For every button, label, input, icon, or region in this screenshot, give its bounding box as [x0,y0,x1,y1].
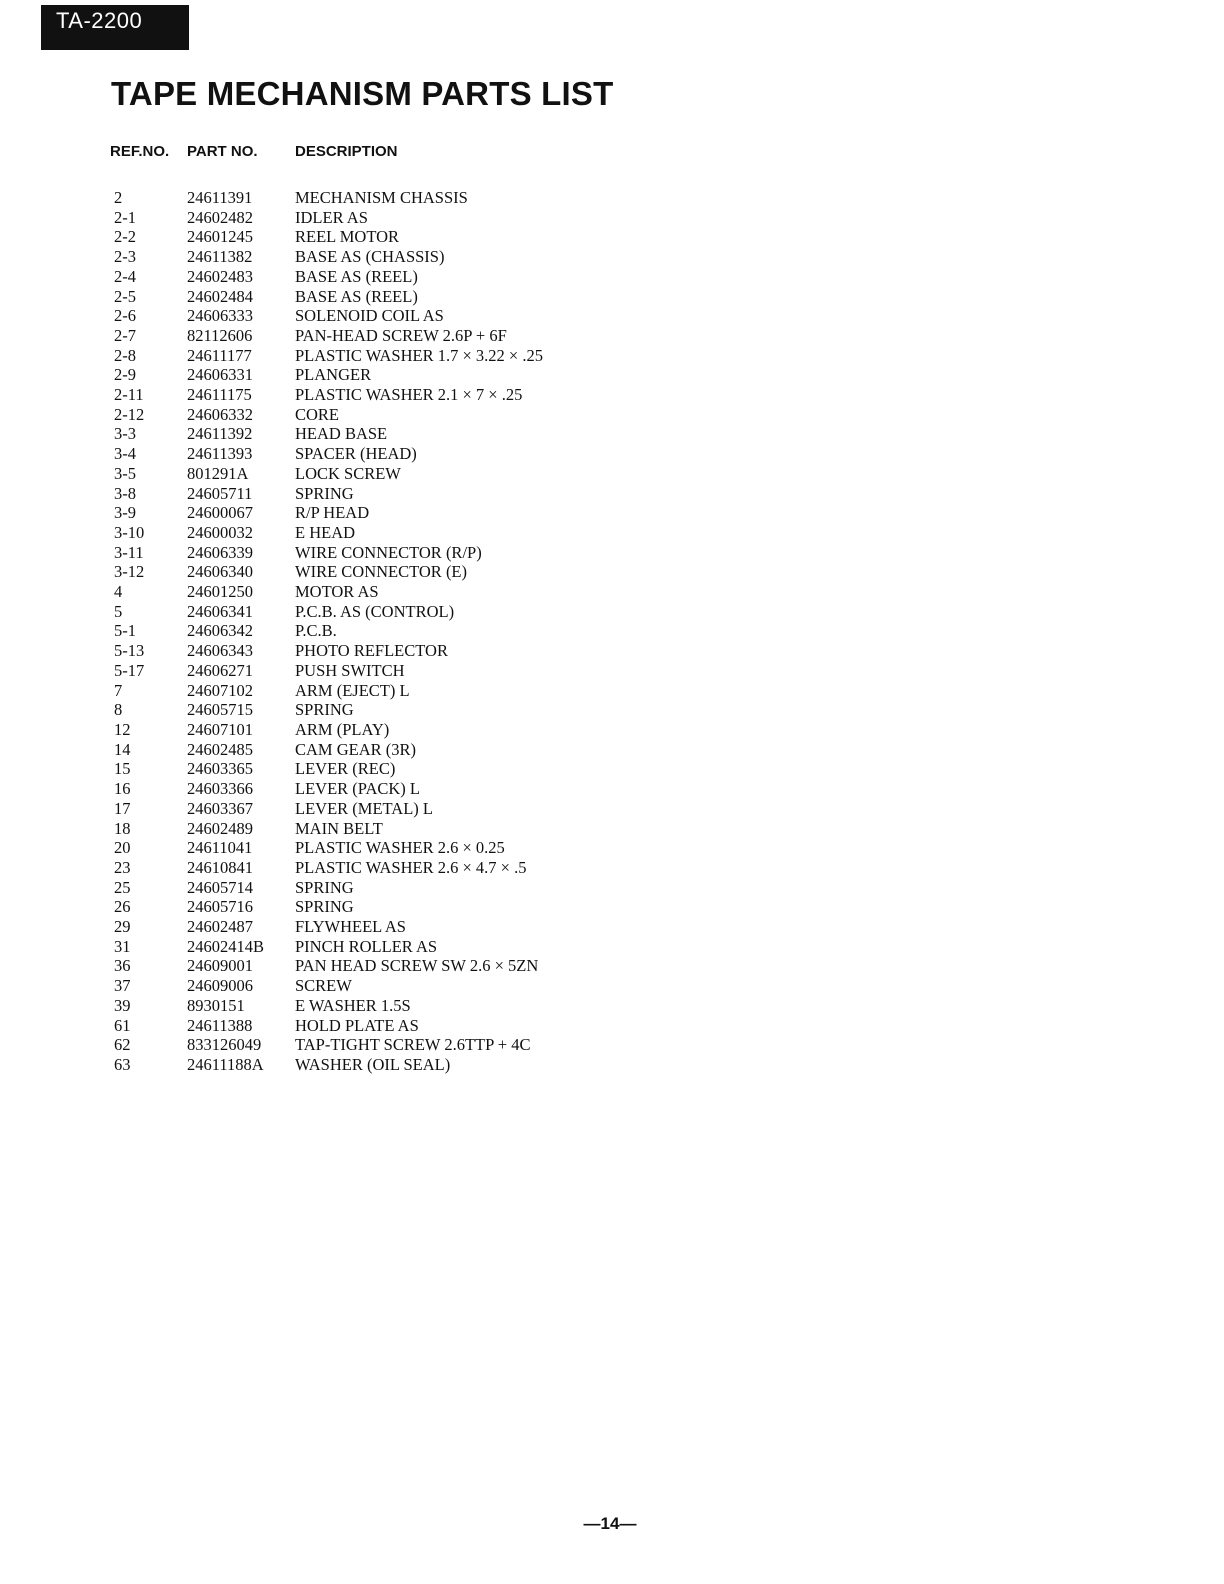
part-no-cell: 24606333 [187,306,253,326]
description-cell: WIRE CONNECTOR (R/P) [295,542,482,562]
ref-no-cell: 62 [114,1035,131,1055]
part-no-cell: 24606331 [187,365,253,385]
table-row [110,720,625,740]
ref-no-cell: 2-3 [114,247,136,267]
part-no-cell: 24611388 [187,1015,253,1035]
table-row [110,858,625,878]
description-cell: MAIN BELT [295,818,383,838]
description-cell: LOCK SCREW [295,463,401,483]
ref-no-cell: 2-1 [114,207,136,227]
table-row [110,306,625,326]
ref-no-cell: 3-10 [114,522,145,542]
ref-no-cell: 2 [114,188,123,207]
part-no-cell: 24606271 [187,660,253,680]
part-no-cell: 24611188A [187,1054,264,1074]
ref-no-cell: 5-13 [114,641,145,661]
table-row [110,897,625,917]
ref-no-cell: 5-1 [114,621,136,641]
part-no-cell: 24602489 [187,818,253,838]
description-cell: PAN-HEAD SCREW 2.6P + 6F [295,325,507,345]
part-no-cell: 24607102 [187,680,253,700]
table-row [110,208,625,228]
ref-no-cell: 4 [114,582,123,602]
description-cell: TAP-TIGHT SCREW 2.6TTP + 4C [295,1035,531,1055]
description-cell: ARM (PLAY) [295,719,390,739]
description-cell: E HEAD [295,522,356,542]
ref-no-cell: 3-3 [114,424,136,444]
description-cell: PLASTIC WASHER 2.1 × 7 × .25 [295,385,523,405]
table-row [110,602,625,622]
part-no-cell: 24600032 [187,522,253,542]
ref-no-cell: 63 [114,1054,131,1074]
part-no-cell: 24603366 [187,779,253,799]
parts-table [110,140,625,1075]
description-cell: SPRING [295,483,354,503]
ref-no-cell: 5-17 [114,660,145,680]
description-cell: BASE AS (REEL) [295,286,418,306]
table-row [110,424,625,444]
ref-no-cell: 31 [114,936,131,956]
spacer-row [110,162,625,188]
description-cell: SPRING [295,877,354,897]
description-cell: HOLD PLATE AS [295,1015,419,1035]
description-cell: P.C.B. AS (CONTROL) [295,601,455,621]
description-cell: SPRING [295,700,354,720]
description-cell: PUSH SWITCH [295,660,405,680]
table-row [110,385,625,405]
ref-no-cell: 26 [114,897,131,917]
ref-no-cell: 20 [114,838,131,858]
ref-no-cell: 2-5 [114,286,136,306]
part-no-cell: 24600067 [187,503,253,523]
table-row [110,464,625,484]
table-row [110,799,625,819]
ref-no-cell: 2-12 [114,404,145,424]
description-cell: WASHER (OIL SEAL) [295,1054,451,1074]
part-no-cell: 801291A [187,463,249,483]
part-no-cell: 24611177 [187,345,252,365]
description-cell: SOLENOID COIL AS [295,306,444,326]
table-row [110,1055,625,1075]
table-row [110,247,625,267]
table-row [110,287,625,307]
part-no-cell: 24606332 [187,404,253,424]
table-row [110,759,625,779]
description-cell: PINCH ROLLER AS [295,936,438,956]
description-cell: LEVER (PACK) L [295,779,420,799]
table-row [110,937,625,957]
table-row [110,838,625,858]
ref-no-cell: 15 [114,759,131,779]
table-row [110,641,625,661]
header-spacer [110,162,625,188]
ref-no-cell: 25 [114,877,131,897]
ref-no-cell: 5 [114,601,123,621]
part-no-cell: 24609001 [187,956,253,976]
part-no-cell: 24602484 [187,286,253,306]
part-no-cell: 82112606 [187,325,253,345]
description-cell: PLASTIC WASHER 1.7 × 3.22 × .25 [295,345,543,365]
model-tab: TA-2200 [41,5,189,50]
ref-no-cell: 2-4 [114,266,136,286]
page-title: TAPE MECHANISM PARTS LIST [111,75,614,112]
part-no-cell: 24602485 [187,739,253,759]
description-cell: MOTOR AS [295,582,379,602]
part-no-cell: 24601250 [187,582,253,602]
ref-no-cell: 36 [114,956,131,976]
table-row [110,503,625,523]
ref-no-cell: 2-9 [114,365,136,385]
ref-no-cell: 3-11 [114,542,144,562]
description-cell: PLANGER [295,365,372,385]
header-row [110,140,625,162]
part-no-cell: 24605714 [187,877,253,897]
ref-no-cell: 18 [114,818,131,838]
ref-no-cell: 16 [114,779,131,799]
part-no-cell: 24601245 [187,227,253,247]
description-cell: PLASTIC WASHER 2.6 × 4.7 × .5 [295,857,527,877]
part-no-cell: 24606339 [187,542,253,562]
table-row [110,956,625,976]
table-row [110,996,625,1016]
ref-no-cell: 7 [114,680,123,700]
description-cell: SCREW [295,976,352,996]
description-cell: WIRE CONNECTOR (E) [295,562,468,582]
table-row [110,878,625,898]
description-cell: R/P HEAD [295,503,370,523]
table-row [110,976,625,996]
table-row [110,681,625,701]
part-no-cell: 24610841 [187,857,253,877]
ref-no-cell: 2-2 [114,227,136,247]
part-no-cell: 24602482 [187,207,253,227]
part-no-cell: 24611393 [187,444,253,464]
ref-no-cell: 3-8 [114,483,136,503]
part-no-cell: 24606340 [187,562,253,582]
part-no-cell: 8930151 [187,995,245,1015]
part-no-cell: 24602483 [187,266,253,286]
ref-no-cell: 2-6 [114,306,136,326]
table-row [110,661,625,681]
table-row [110,779,625,799]
table-row [110,917,625,937]
table-row [110,700,625,720]
ref-no-cell: 61 [114,1015,131,1035]
description-cell: PAN HEAD SCREW SW 2.6 × 5ZN [295,956,539,976]
table-row [110,326,625,346]
part-no-cell: 24606343 [187,641,253,661]
description-cell: PHOTO REFLECTOR [295,641,448,661]
description-cell: FLYWHEEL AS [295,917,406,937]
ref-no-cell: 2-8 [114,345,136,365]
part-no-cell: 833126049 [187,1035,262,1055]
table-row [110,405,625,425]
part-no-cell: 24611382 [187,247,253,267]
ref-no-cell: 12 [114,719,131,739]
table-row [110,365,625,385]
ref-no-cell: 2-11 [114,385,144,405]
table-row [110,1035,625,1055]
ref-no-cell: 17 [114,798,131,818]
table-row [110,562,625,582]
ref-no-cell: 2-7 [114,325,136,345]
table-row [110,227,625,247]
table-row [110,621,625,641]
description-cell: LEVER (METAL) L [295,798,433,818]
ref-no-cell: 8 [114,700,123,720]
table-row [110,543,625,563]
part-no-cell: 24603367 [187,798,253,818]
ref-no-cell: 3-12 [114,562,145,582]
description-cell: SPRING [295,897,354,917]
table-row [110,346,625,366]
table-row [110,484,625,504]
part-no-cell: 24611175 [187,385,252,405]
column-header-part-no: PART NO. [187,142,258,160]
column-header-description: DESCRIPTION [295,142,398,160]
part-no-cell: 24602414B [187,936,265,956]
description-cell: HEAD BASE [295,424,388,444]
description-cell: MECHANISM CHASSIS [295,188,468,207]
description-cell: SPACER (HEAD) [295,444,417,464]
ref-no-cell: 23 [114,857,131,877]
ref-no-cell: 29 [114,917,131,937]
description-cell: P.C.B. [295,621,337,641]
part-no-cell: 24611392 [187,424,253,444]
description-cell: PLASTIC WASHER 2.6 × 0.25 [295,838,505,858]
part-no-cell: 24611041 [187,838,253,858]
parts-table-body [110,188,625,1075]
table-row [110,523,625,543]
description-cell: REEL MOTOR [295,227,400,247]
part-no-cell: 24611391 [187,188,253,207]
table-row [110,188,625,208]
description-cell: CAM GEAR (3R) [295,739,417,759]
part-no-cell: 24607101 [187,719,253,739]
description-cell: BASE AS (CHASSIS) [295,247,445,267]
table-row [110,267,625,287]
ref-no-cell: 37 [114,976,131,996]
part-no-cell: 24606341 [187,601,253,621]
page-number: —14— [583,1514,637,1533]
description-cell: LEVER (REC) [295,759,396,779]
table-row [110,582,625,602]
ref-no-cell: 39 [114,995,131,1015]
part-no-cell: 24609006 [187,976,253,996]
ref-no-cell: 14 [114,739,131,759]
description-cell: ARM (EJECT) L [295,680,410,700]
parts-table-header [110,140,625,162]
table-row [110,1016,625,1036]
description-cell: IDLER AS [295,207,368,227]
part-no-cell: 24603365 [187,759,253,779]
table-row [110,444,625,464]
column-header-ref-no: REF.NO. [110,142,170,160]
part-no-cell: 24602487 [187,917,253,937]
description-cell: BASE AS (REEL) [295,266,418,286]
description-cell: CORE [295,404,340,424]
table-row [110,819,625,839]
part-no-cell: 24605715 [187,700,253,720]
ref-no-cell: 3-9 [114,503,136,523]
part-no-cell: 24605716 [187,897,253,917]
table-row [110,740,625,760]
description-cell: E WASHER 1.5S [295,995,411,1015]
ref-no-cell: 3-5 [114,463,136,483]
part-no-cell: 24606342 [187,621,253,641]
part-no-cell: 24605711 [187,483,253,503]
ref-no-cell: 3-4 [114,444,136,464]
